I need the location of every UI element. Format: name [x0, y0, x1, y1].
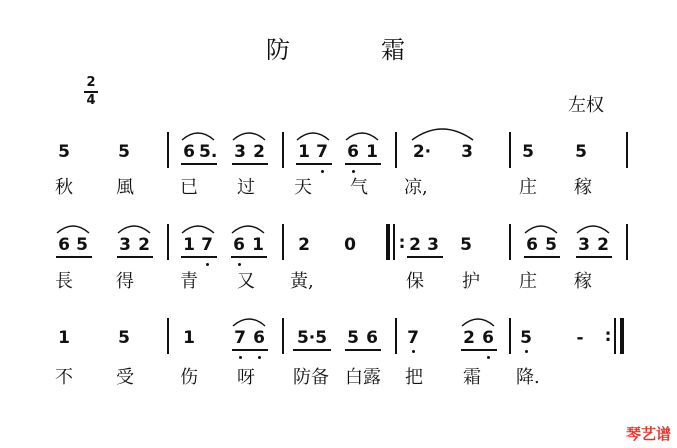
note: 5: [347, 328, 359, 348]
lyric: 气: [350, 177, 368, 198]
note: 3: [234, 142, 246, 162]
slur: [233, 319, 265, 326]
lyric: 把: [405, 367, 423, 388]
note: 5: [118, 142, 130, 162]
note: 6: [482, 328, 494, 348]
lyric: 稼: [574, 271, 592, 292]
note: 3: [119, 235, 131, 255]
lyric: 庄: [519, 177, 537, 198]
note: 1: [252, 235, 264, 255]
note: 1: [366, 142, 378, 162]
title-char-1: 防: [266, 36, 291, 64]
note: 6: [253, 328, 265, 348]
slur: [182, 133, 214, 140]
slur: [297, 133, 329, 140]
note: 6: [366, 328, 378, 348]
lyric: 天: [294, 177, 312, 198]
note: 1: [183, 328, 195, 348]
lyric: 庄: [519, 271, 537, 292]
note: 2: [253, 142, 265, 162]
note: 5: [575, 142, 587, 162]
slur: [525, 226, 557, 233]
note: 7: [234, 328, 246, 348]
lyric: 呀: [237, 367, 255, 388]
lyric: 黃,: [290, 271, 314, 292]
note: 5: [460, 235, 472, 255]
note: 5: [76, 235, 88, 255]
note: 2: [463, 328, 475, 348]
slur: [462, 319, 494, 326]
note: 6: [233, 235, 245, 255]
note: 1: [183, 235, 195, 255]
note: 7: [316, 142, 328, 162]
note: 2: [138, 235, 150, 255]
note: -: [576, 328, 584, 348]
slur: [233, 133, 265, 140]
repeat-dots: :: [398, 233, 406, 253]
lyric: 稼: [574, 177, 592, 198]
note: 2·: [412, 142, 432, 162]
note: 7: [407, 328, 419, 348]
note: 6: [58, 235, 70, 255]
note: 5: [545, 235, 557, 255]
note: 0: [344, 235, 356, 255]
note: 5: [522, 142, 534, 162]
note: 3: [461, 142, 473, 162]
slur: [118, 226, 150, 233]
author: 左权: [568, 95, 604, 116]
note: 7: [201, 235, 213, 255]
lyric: 凉,: [404, 177, 428, 198]
lyric: 不: [55, 367, 73, 388]
lyric: 伤: [180, 367, 198, 388]
note: 5: [118, 328, 130, 348]
note: 2: [409, 235, 421, 255]
note: 6: [526, 235, 538, 255]
note: 3: [427, 235, 439, 255]
title-char-2: 霜: [381, 36, 406, 64]
note: 1: [298, 142, 310, 162]
lyric: 保: [406, 271, 424, 292]
note: 5: [58, 142, 70, 162]
note: 1: [58, 328, 70, 348]
lyric: 白露: [345, 367, 381, 388]
note: 2: [597, 235, 609, 255]
time-signature-top: 2: [86, 75, 96, 90]
slur: [232, 226, 264, 233]
lyric: 風: [116, 177, 134, 198]
lyric: 長: [55, 271, 73, 292]
lyric: 过: [237, 177, 255, 198]
note: 5: [520, 328, 532, 348]
watermark-logo: 琴艺谱: [625, 425, 671, 443]
note: 5.: [199, 142, 218, 162]
lyric: 又: [237, 271, 255, 292]
slur: [577, 226, 609, 233]
note: 3: [578, 235, 590, 255]
end-repeat-dots: :: [604, 326, 612, 346]
note: 6: [347, 142, 359, 162]
lyric: 霜: [463, 367, 481, 388]
slur: [346, 133, 378, 140]
slur: [412, 129, 473, 140]
slur: [182, 226, 214, 233]
lyric: 已: [180, 177, 198, 198]
lyric: 秋: [55, 177, 73, 198]
lyric: 得: [116, 271, 134, 292]
lyric: 防备: [293, 367, 329, 388]
lyric: 青: [180, 271, 198, 292]
slur: [57, 226, 89, 233]
lyric: 降.: [516, 367, 540, 388]
time-signature-bottom: 4: [86, 93, 96, 108]
lyric: 受: [116, 367, 134, 388]
note: 6: [183, 142, 195, 162]
note: 5·5: [296, 328, 328, 348]
note: 2: [298, 235, 310, 255]
lyric: 护: [462, 271, 480, 292]
